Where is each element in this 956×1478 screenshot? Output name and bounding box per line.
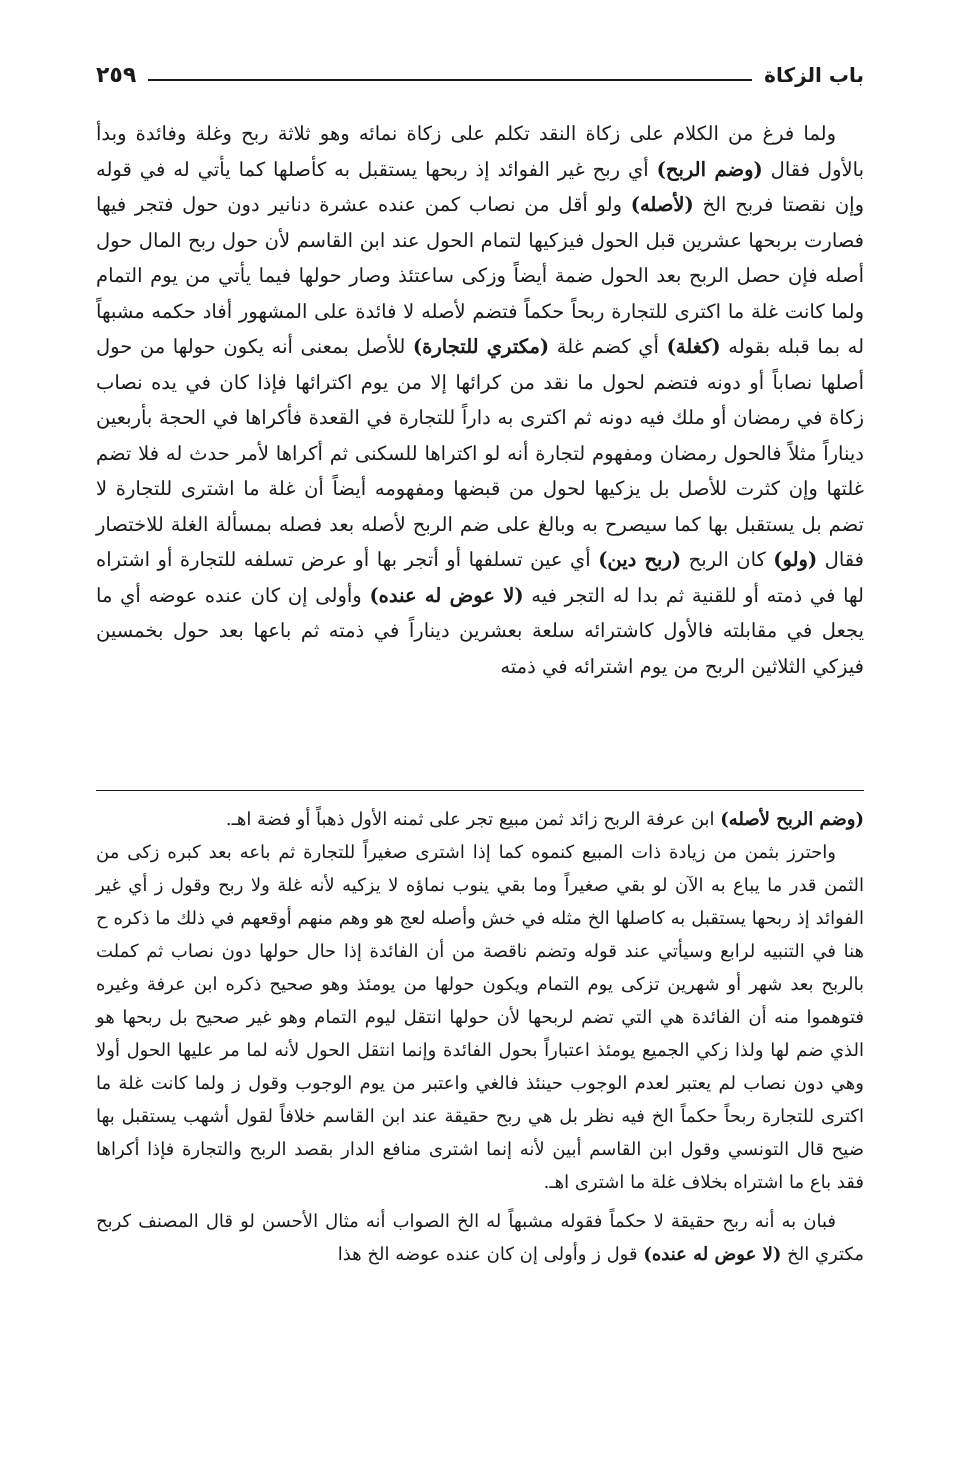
text-segment: أي عين تسلفها أو أتجر بها أو عرض تسلفه للتجارة أو اشتراه لها في ذمته أو للقنية ثم بدا له التجر فيه [96,548,864,607]
text-segment: قول ز وأولى إن كان عنده عوضه الخ هذا [337,1244,644,1265]
footnote-paragraph [96,836,864,1199]
text-segment: وأولى إن كان عنده عوضه أي ما يجعل في مقابلته فالأول كاشترائه سلعة بعشرين ديناراً في ذمته ثم باعها بعد حول بخمسين فيزكي الثلاثين الربح من يوم اشترائه في ذمته [96,583,864,678]
text-segment: كان الربح [681,548,774,571]
footnote-paragraph [96,1205,864,1271]
bold-term: (لأصله) [630,193,694,216]
main-text [96,116,864,684]
bold-term: (لا عوض له عنده) [643,1244,782,1265]
bold-term: (لا عوض له عنده) [369,583,524,607]
bold-term: (ربح دين) [598,548,682,571]
text-segment: ابن عرفة الربح زائد ثمن مبيع تجر على ثمنه الأول ذهباً أو فضة اهـ. [225,809,721,830]
text-segment: أي كضم غلة [549,335,667,358]
text-segment: أي ربح غير الفوائد إذ ربحها يستقبل به كأصلها كما يأتي له في قوله وإن نقصتا فربح الخ [96,157,864,216]
text-segment: ولما فرغ من الكلام على زكاة النقد تكلم على زكاة نمائه وهو ثلاثة ربح وغلة وفائدة وبدأ بالأول فقال [96,122,864,181]
footnotes [96,803,864,1271]
text-segment: فبان به أنه ربح حقيقة لا حكماً فقوله مشبهاً له الخ الصواب أنه مثال الأحسن لو قال المصنف كربح مكتري الخ [96,1211,864,1265]
text-segment: واحترز بثمن من زيادة ذات المبيع كنموه كما إذا اشترى صغيراً للتجارة ثم باعه بعد كبره زكى من الثمن قدر ما يباع به الآن لو بقي صغيراً وما بقي ينوب نماؤه لا يزكيه لأنه غلة ولا ربح وقول ز أي غير الفوائد إذ ربحها يستقبل به كاصلها الخ مثله في خش وأصله لعج هو وهم منهم أوقعهم في ذلك ما ذكره ح هنا في التنبيه لرابع وسيأتي عند قوله وتضم ناقصة من أن الفائدة إذا حال حولها دون نصاب ثم كملت بالربح بعد شهر أو شهرين تزكى يوم التمام ويكون حولها من يومئذ وهو صحيح ذكره ابن عرفة وغيره فتوهموا منه أن الفائدة هي التي تضم لربحها لأن حولها انتقل ليوم التمام وهو غير صحيح بل ربحها هو الذي ضم لها ولذا زكي الجميع يومئذ اعتباراً بحول الفائدة وإنما انتقل الحول لأنه لما مر عليها الحول أولا وهي دون نصاب لم يعتبر لعدم الوجوب حينئذ فالغي واعتبر من يوم الوجوب وقول ز ولما كانت غلة ما اكترى للتجارة ربحاً حكماً الخ فيه نظر بل هي ربح حقيقة عند ابن القاسم خلافاً لقول أشهب يستقبل بها ضيح قال التونسي وقول ابن القاسم أبين لأنه إنما اشترى منافع الدار بقصد الربح والتجارة فإذا أكراها فقد باع ما اشتراه بخلاف غلة ما اشترى اهـ. [96,842,865,1193]
footnote-rule [96,790,864,791]
header-rule [148,79,752,81]
text-segment: ولو أقل من نصاب كمن عنده عشرة دنانير دون حول فتجر فيها فصارت بربحها عشرين قبل الحول فيزكيها لتمام الحول عند ابن القاسم لأن حول ربح المال حول أصله فإن حصل الربح بعد الحول ضمة أيضاً وزكى ساعتئذ وصار حولها فيما يأتي من يوم التمام ولما كانت غلة ما اكترى للتجارة ربحاً حكماً فتضم لأصله لا فائدة على المشهور أفاد حكمه مشبهاً له بما قبله بقوله [96,193,865,358]
page-number: ٢٥٩ [96,62,137,88]
bold-term: (مكتري للتجارة) [412,335,550,358]
chapter-title: باب الزكاة [764,63,864,87]
running-header [96,58,864,92]
bold-term: (وضم الربح) [656,157,763,181]
bold-term: (كغلة) [666,335,721,358]
bold-term: (ولو) [773,548,818,571]
footnote-paragraph [96,803,864,836]
text-segment: للأصل بمعنى أنه يكون حولها من حول أصلها نصاباً أو دونه فتضم لحول ما نقد من كرائها إلا من يوم اكترائها فإذا كان في يده نصاب زكاة في رمضان أو ملك فيه دونه ثم اكترى به داراً للتجارة في القعدة فأكراها في الحجة بأربعين ديناراً مثلاً فالحول رمضان ومفهوم لتجارة أنه لو اكتراها للسكنى ثم أكراها لأمر حدث له فلا تضم غلتها وإن كثرت للأصل بل يزكيها لحول من قبضها ومفهومه أيضاً أن غلة ما اشترى للتجارة لا تضم بل يستقبل بها كما سيصرح به وبالغ على ضم الربح لأصله بعد فصله بمسألة الغلة للاختصار فقال [96,335,864,571]
main-paragraph [96,116,864,684]
bold-term: (وضم الربح لأصله) [720,809,864,830]
